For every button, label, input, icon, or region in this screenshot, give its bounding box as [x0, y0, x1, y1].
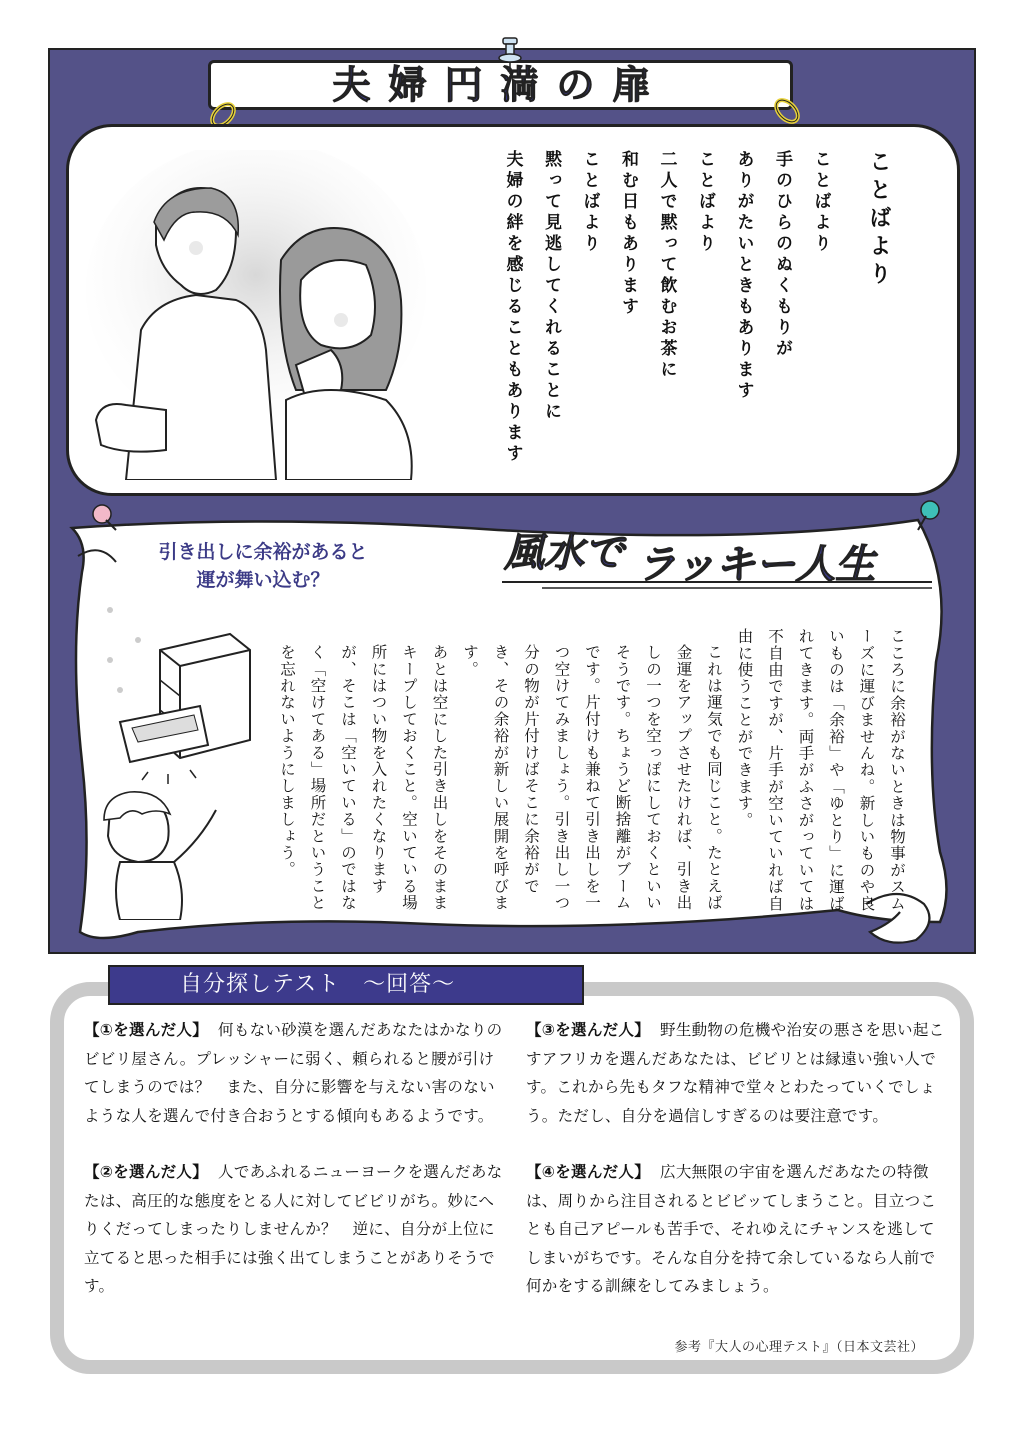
answers-left-column — [84, 1016, 504, 1329]
poem-line: ありがたいときもあります — [733, 150, 754, 402]
poem-line: 黙って見逃してくれることに — [541, 150, 561, 423]
banner-text-1: 風水で — [504, 531, 624, 575]
answer-label: 【①を選んだ人】 — [84, 1021, 209, 1039]
answer-text: 人であふれるニューヨークを選んだあなたは、高圧的な態度をとる人に対してビビリがち。妙にへりくだってしまったりしませんか？ 逆に、自分が上位に立てると思った相手には強く出てしまうことがありそうです。 — [84, 1163, 503, 1295]
article-paragraph: こころに余裕がないときは物事がスムーズに運びませんね。新しいものや良いものは「余裕」や「ゆとり」に運ばれてきます。両手がふさがっていては不自由ですが、片手が空いていれば自由に使うことができます。 — [735, 628, 906, 912]
answer-item — [526, 1158, 946, 1301]
article-paragraph: これは運気でも同じこと。たとえば金運をアップさせたければ、引き出しの一つを空っぽにしておくといいそうです。ちょうど断捨離がブームです。片付けも兼ねて引き出しを一つ空けてみましょう。引き出し一つ分の物が片付けばそこに余裕ができ、その余裕が新しい展開を呼びます。 — [461, 643, 723, 911]
poem-line: 手のひらのぬくもりが — [772, 150, 792, 360]
answer-text: 何もない砂漠を選んだあなたはかなりのビビリ屋さん。プレッシャーに弱く、頼られると腰が引けてしまうのでは？ また、自分に影響を与えない害のないような人を選んで付き合おうとする傾向もあるようです。 — [84, 1021, 503, 1125]
banner-text-2: ラッキー人生 — [636, 543, 876, 587]
reference-credit: 参考『大人の心理テスト』（日本文芸社） — [674, 1340, 924, 1355]
answer-label: 【③を選んだ人】 — [526, 1021, 651, 1039]
answer-item — [526, 1016, 946, 1130]
answers-right-column — [526, 1016, 946, 1329]
answer-label: 【④を選んだ人】 — [526, 1163, 651, 1181]
poem-line: ことばより — [579, 150, 600, 255]
article-paragraph: あとは空にした引き出しをそのままキープしておくこと。空いている場所にはつい物を入れたくなりますが、そこは「空いている」のではなく「空けてある」場所だということを忘れないようにしましょう。 — [278, 643, 449, 911]
poem — [478, 150, 898, 480]
fengshui-banner — [502, 522, 942, 592]
headline-line: 運が舞い込む？ — [196, 569, 330, 591]
fengshui-article — [262, 628, 912, 923]
answer-item — [84, 1158, 504, 1301]
thumbtack-icon — [86, 500, 120, 534]
answer-label: 【②を選んだ人】 — [84, 1163, 209, 1181]
couple-illustration — [86, 150, 426, 480]
poem-line: ことばより — [695, 150, 715, 255]
answers-heading: 自分探しテスト ～回答～ — [108, 965, 584, 1005]
headline-line: 引き出しに余裕があると — [158, 541, 368, 563]
ring-icon — [770, 94, 804, 128]
answer-item — [84, 1016, 504, 1130]
answer-text: 野生動物の危機や治安の悪さを思い起こすアフリカを選んだあなたは、ビビリとは縁遠い強い人です。これから先もタフな精神で堂々とわたっていくでしょう。ただし、自分を過信しすぎるのは要注意です。 — [526, 1021, 945, 1125]
poem-title: ことばより — [866, 150, 892, 290]
poem-line: 二人で黙って飲むお茶に — [656, 150, 677, 381]
article-headline — [118, 538, 408, 594]
pushpin-icon — [496, 36, 524, 76]
drawer-girl-illustration — [90, 600, 260, 920]
poem-line: 夫婦の絆を感じることもあります — [502, 150, 523, 465]
page-title: 夫婦円満の扉 — [332, 63, 669, 107]
poem-line: ことばより — [810, 150, 831, 255]
poem-line: 和む日もあります — [618, 150, 638, 318]
answer-text: 広大無限の宇宙を選んだあなたの特徴は、周りから注目されるとビビッてしまうこと。目立つことも自己アピールも苦手で、それゆえにチャンスを逃してしまいがちです。そんな自分を持て余しているなら人前で何かをする訓練をしてみましょう。 — [526, 1163, 937, 1295]
